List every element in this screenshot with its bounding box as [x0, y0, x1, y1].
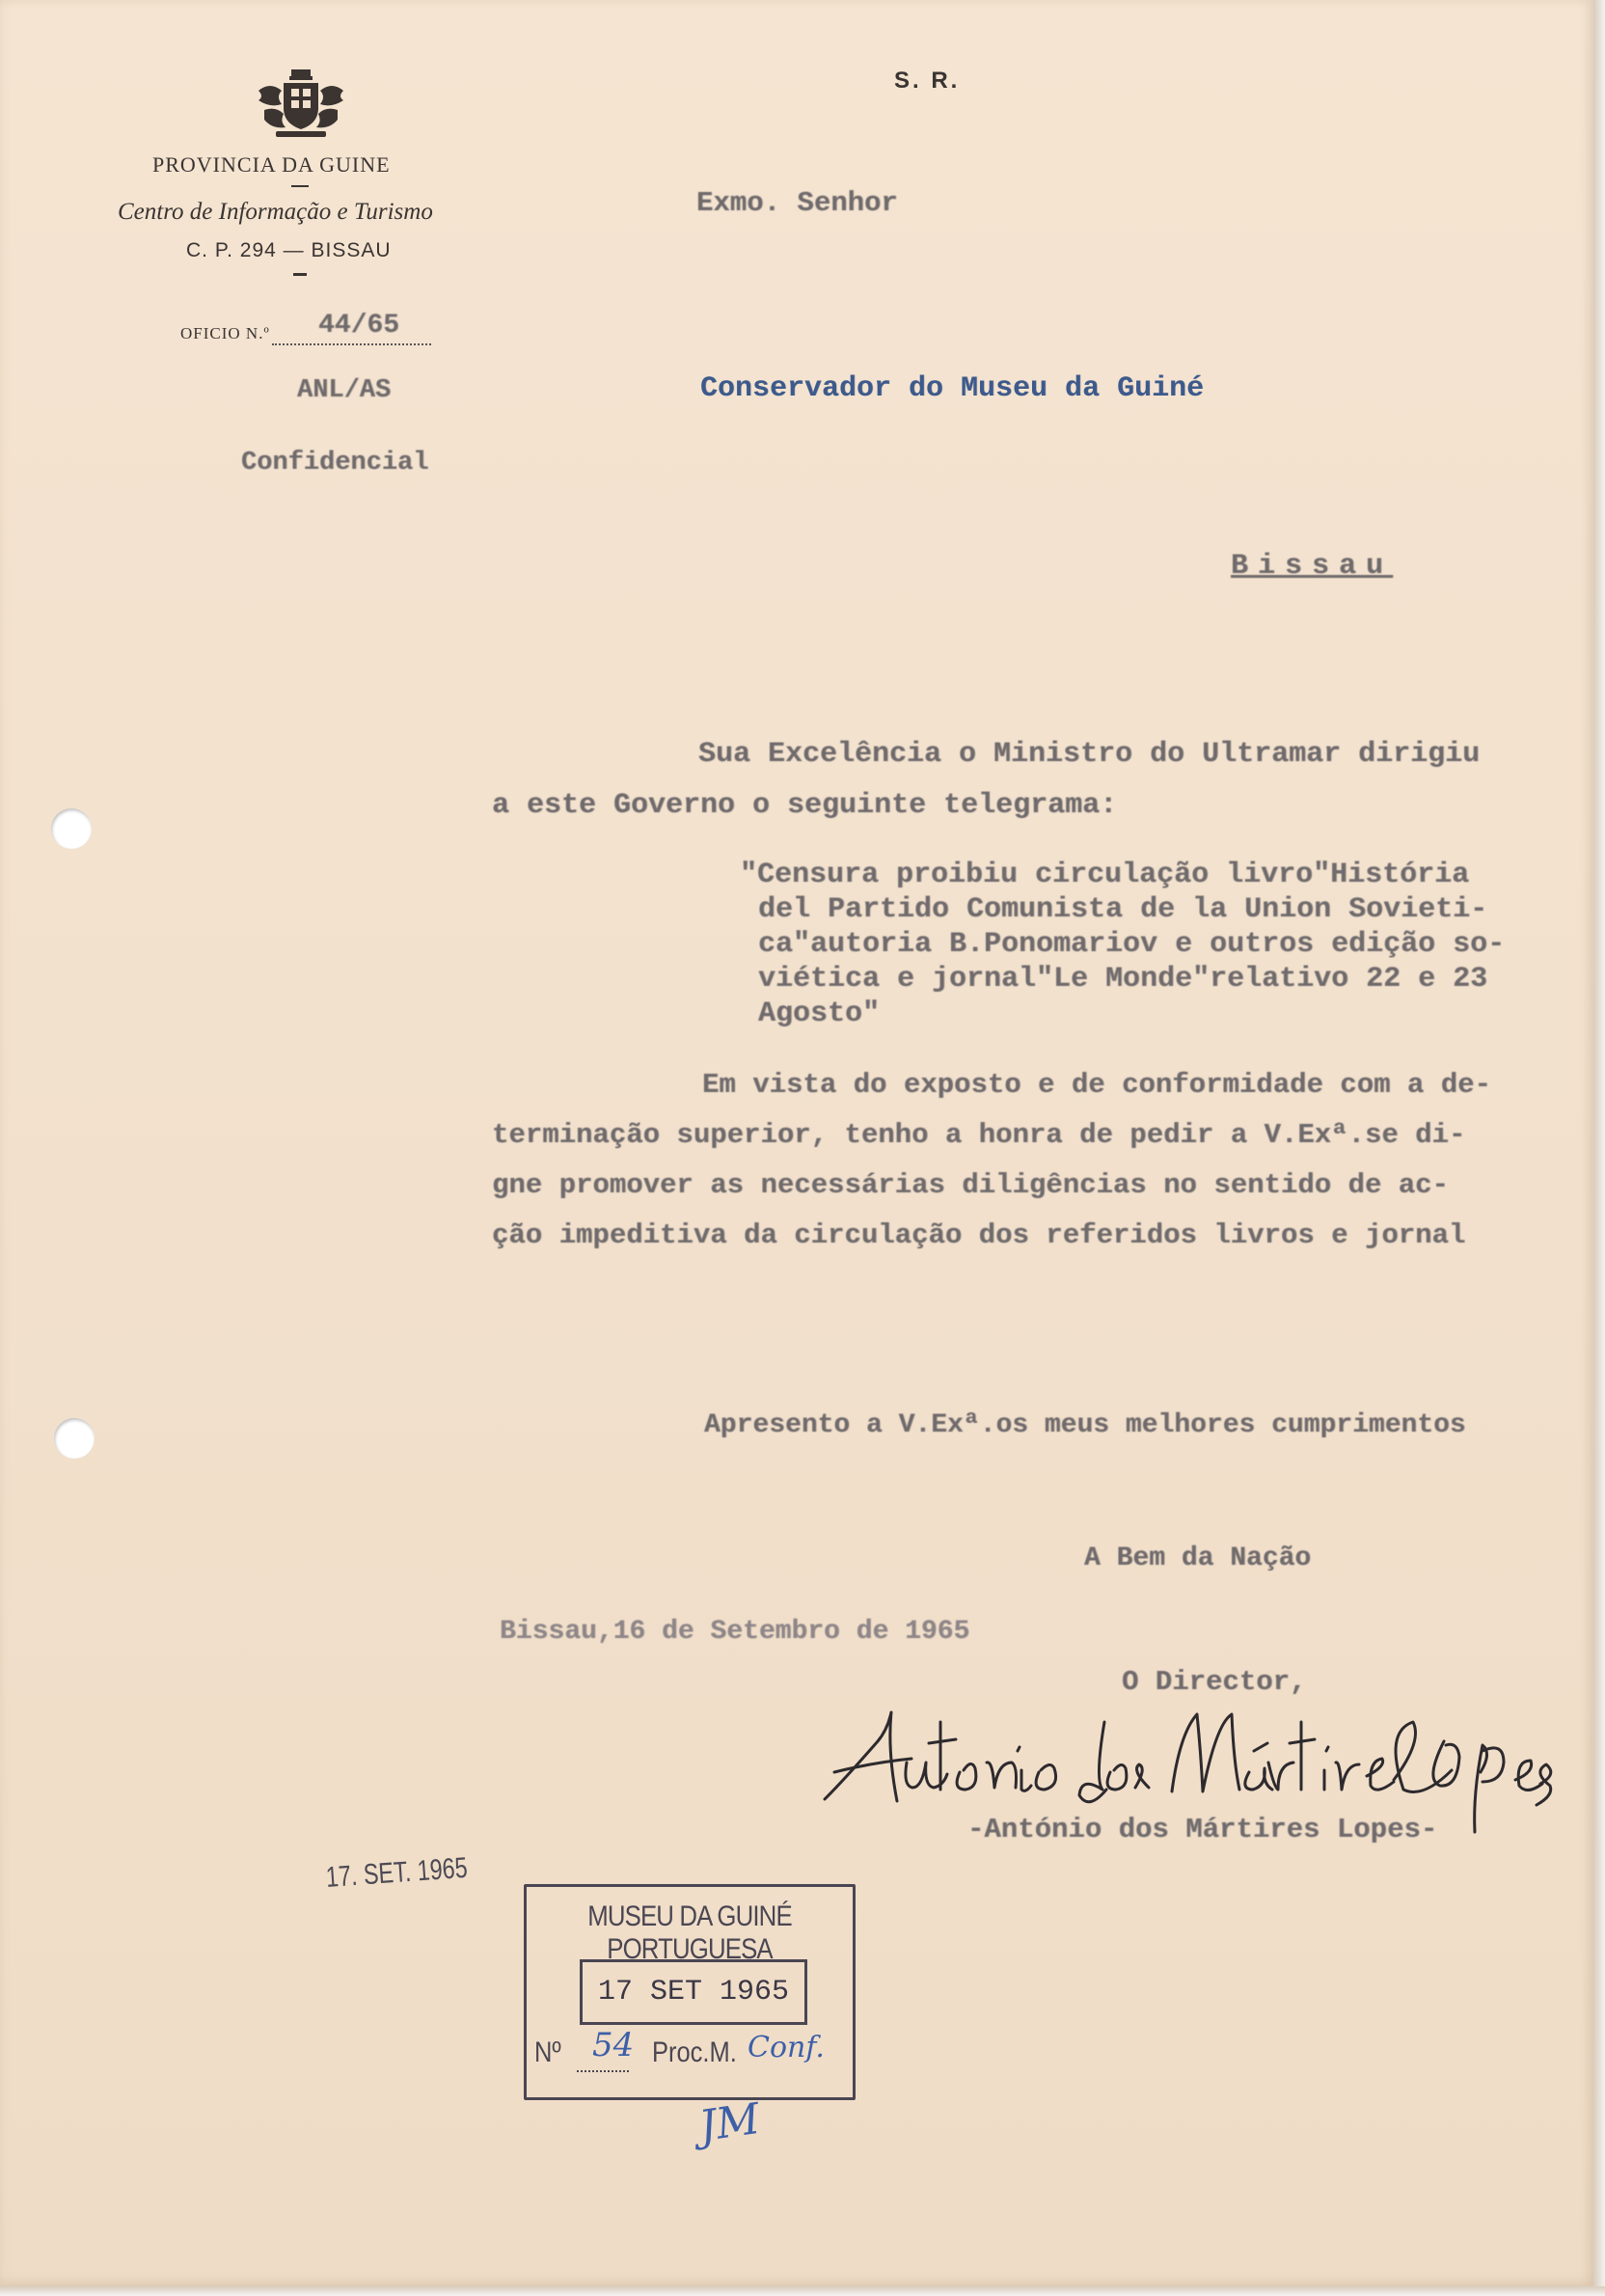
province-name: PROVINCIA DA GUINE [152, 152, 391, 177]
intro-line-2: a este Governo o seguinte telegrama: [492, 789, 1118, 822]
motto: A Bem da Nação [1084, 1544, 1312, 1573]
stamp-number-label: Nº [534, 2036, 561, 2068]
centre-address: C. P. 294 — BISSAU [186, 239, 392, 261]
telegram-line-3: ca"autoria B.Ponomariov e outros edição so- [758, 928, 1506, 961]
stamp-number-line [577, 2070, 629, 2072]
paragraph-line-4: ção impeditiva da circulação dos referidos livros e jornal [492, 1219, 1466, 1251]
reference-code: ANL/AS [297, 376, 392, 405]
stamp-initials: JM [695, 2093, 763, 2152]
recipient-title: Conservador do Museu da Guiné [700, 372, 1205, 405]
crest-icon [255, 68, 347, 141]
closing-line: Apresento a V.Exª.os meus melhores cumprimentos [704, 1410, 1466, 1440]
received-date-stamp: 17. SET. 1965 [324, 1851, 469, 1894]
punch-hole-bottom [54, 1418, 95, 1459]
top-mark: S. R. [894, 68, 961, 94]
paragraph-line-3: gne promover as necessárias diligências no sentido de ac- [492, 1169, 1449, 1201]
classification: Confidencial [241, 449, 429, 478]
stamp-date: 17 SET 1965 [580, 1959, 807, 2025]
museum-stamp [524, 1884, 856, 2100]
telegram-line-4: viética e jornal"Le Monde"relativo 22 e 23 [758, 963, 1488, 996]
telegram-line-1: "Censura proibiu circulação livro"História [740, 859, 1470, 891]
right-edge [1593, 0, 1605, 2296]
stamp-number-value: 54 [592, 2026, 635, 2064]
centre-name: Centro de Informação e Turismo [118, 199, 433, 225]
intro-line-1: Sua Excelência o Ministro do Ultramar dirigiu [698, 738, 1481, 771]
recipient-city: Bissau [1231, 550, 1394, 583]
bottom-edge [0, 2286, 1605, 2296]
stamp-title: MUSEU DA GUINÉ PORTUGUESA [587, 1900, 792, 1965]
header-divider [291, 185, 309, 187]
oficio-label: OFICIO N.º [180, 324, 270, 342]
oficio-number-line [272, 343, 431, 345]
paragraph-line-1: Em vista do exposto e de conformidade com a de- [702, 1069, 1491, 1101]
stamp-proc-label: Proc.M. [652, 2036, 737, 2068]
salutation: Exmo. Senhor [696, 187, 898, 219]
stamp-proc-value: Conf. [748, 2031, 825, 2064]
punch-hole-top [51, 808, 92, 849]
telegram-line-2: del Partido Comunista de la Union Sovieti- [758, 893, 1488, 926]
oficio-number: 44/65 [318, 311, 400, 341]
signatory-title: O Director, [1122, 1666, 1307, 1698]
paragraph-line-2: terminação superior, tenho a honra de pedir a V.Exª.se di- [492, 1119, 1466, 1151]
signatory-name: -António dos Mártires Lopes- [967, 1814, 1438, 1845]
telegram-line-5: Agosto" [758, 998, 881, 1030]
place-date: Bissau,16 de Setembro de 1965 [500, 1617, 970, 1647]
address-divider [293, 273, 307, 276]
